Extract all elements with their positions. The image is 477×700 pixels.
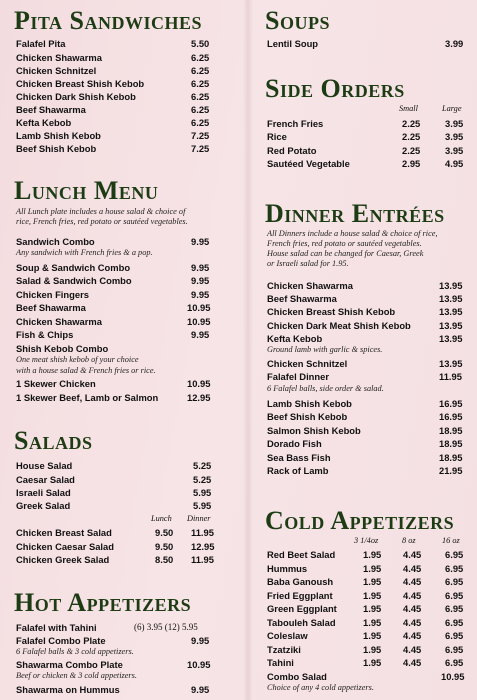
item-name: Israeli Salad (16, 487, 71, 498)
item-price-b: 4.45 (403, 603, 422, 614)
item-name: Sautéed Vegetable (267, 158, 350, 169)
item-name: Greek Salad (16, 500, 71, 511)
item-name: Green Eggplant (267, 603, 337, 614)
item-price: 10.95 (187, 659, 211, 670)
item-price: 9.95 (191, 329, 210, 340)
item-price: 10.95 (187, 316, 211, 327)
item-name: Shish Kebob Combo (16, 343, 109, 354)
item-price-b: 4.45 (403, 563, 422, 574)
item-name: Chicken Greek Salad (16, 554, 110, 565)
item-price-a: 1.95 (363, 617, 382, 628)
hot-heading: Hot Appetizers (14, 588, 192, 617)
item-name: Falafel with Tahini (16, 622, 97, 633)
item-name: Lamb Shish Kebob (267, 398, 352, 409)
item-price-c: 6.95 (445, 644, 464, 655)
item-name: Chicken Shawarma (16, 316, 102, 327)
item-price-large: 3.95 (445, 145, 464, 156)
item-note: Ground lamb with garlic & spices. (267, 345, 383, 354)
item-name: Sandwich Combo (16, 236, 95, 247)
item-price: 6.25 (191, 52, 210, 63)
col-header-large: 16 oz (442, 536, 460, 545)
item-name: Hummus (267, 563, 308, 574)
item-price-c: 6.95 (445, 617, 464, 628)
soups-heading: Soups (265, 6, 330, 35)
item-price-c: 6.95 (445, 563, 464, 574)
item-price-b: 4.45 (403, 657, 422, 668)
col-header-lunch: Lunch (151, 514, 172, 523)
item-name: Chicken Dark Shish Kebob (16, 91, 136, 102)
item-price: 6.25 (191, 78, 210, 89)
dinner-note: or Israeli salad for 1.95. (267, 259, 349, 268)
item-name: Chicken Shawarma (267, 280, 353, 291)
item-price-small: 2.25 (402, 118, 421, 129)
item-name: Beef Shawarma (267, 293, 337, 304)
item-note: 6 Falafel balls & 3 cold appetizers. (16, 647, 134, 656)
item-price-c: 6.95 (445, 549, 464, 560)
item-price: 9.95 (191, 262, 210, 273)
item-price-c: 6.95 (445, 576, 464, 587)
item-name: Falafel Combo Plate (16, 635, 106, 646)
item-price: 11.95 (439, 371, 462, 382)
item-price-small: 2.25 (402, 131, 421, 142)
item-name: Chicken Breast Salad (16, 527, 112, 538)
item-name: Tahini (267, 657, 294, 668)
item-name: Coleslaw (267, 630, 308, 641)
item-price: 6.25 (191, 104, 210, 115)
col-header-small: 3 1/4oz (354, 536, 379, 545)
dinner-note: French fries, red potato or sautéed vegetables. (267, 239, 422, 248)
item-price: 18.95 (439, 452, 463, 463)
item-price: 9.95 (191, 684, 210, 695)
item-name: Shawarma on Hummus (16, 684, 120, 695)
salads-heading: Salads (14, 426, 93, 455)
item-price-lunch: 8.50 (155, 554, 174, 565)
item-name: Lamb Shish Kebob (16, 130, 101, 141)
item-price-a: 1.95 (363, 549, 382, 560)
item-price: 5.25 (193, 460, 212, 471)
item-name: Chicken Breast Shish Kebob (16, 78, 145, 89)
item-price: 7.25 (191, 130, 210, 141)
item-name: Salad & Sandwich Combo (16, 275, 132, 286)
item-price: 5.95 (193, 487, 212, 498)
item-name: Kefta Kebob (267, 333, 323, 344)
item-name: Beef Shish Kebob (16, 143, 97, 154)
item-name: Chicken Caesar Salad (16, 541, 114, 552)
item-price: 6.25 (191, 91, 210, 102)
item-price-b: 4.45 (403, 576, 422, 587)
item-note: One meat shish kebob of your choice (16, 355, 139, 364)
item-name: Salmon Shish Kebob (267, 425, 361, 436)
item-name: Fried Eggplant (267, 590, 333, 601)
item-price-b: 4.45 (403, 549, 422, 560)
item-name: Chicken Shawarma (16, 52, 102, 63)
item-price: 13.95 (439, 320, 463, 331)
page-fold (243, 0, 253, 700)
item-price: 13.95 (439, 333, 463, 344)
item-name: French Fries (267, 118, 324, 129)
item-name: Falafel Dinner (267, 371, 329, 382)
item-price: 9.95 (191, 635, 210, 646)
item-name: Soup & Sandwich Combo (16, 262, 131, 273)
item-note: Choice of any 4 cold appetizers. (267, 683, 374, 692)
item-name: Combo Salad (267, 671, 327, 682)
item-name: Falafel Pita (16, 38, 66, 49)
item-price-dinner: 11.95 (191, 527, 214, 538)
item-name: Baba Ganoush (267, 576, 334, 587)
item-price: 13.95 (439, 280, 463, 291)
sides-heading: Side Orders (265, 74, 405, 103)
item-price: 10.95 (187, 302, 211, 313)
dinner-note: All Dinners include a house salad & choice of rice, (267, 229, 438, 238)
cold-heading: Cold Appetizers (265, 506, 455, 535)
dinner-note: House salad can be changed for Caesar, Greek (267, 249, 424, 258)
item-price: 21.95 (439, 465, 463, 476)
item-price-c: 6.95 (445, 630, 464, 641)
item-price: 16.95 (439, 411, 463, 422)
item-price-large: 3.95 (445, 118, 464, 129)
col-header-dinner: Dinner (187, 514, 211, 523)
item-price-c: 6.95 (445, 603, 464, 614)
item-price: 9.95 (191, 236, 210, 247)
item-price: 13.95 (439, 358, 463, 369)
item-name: Red Beet Salad (267, 549, 336, 560)
item-name: House Salad (16, 460, 73, 471)
item-name: Rack of Lamb (267, 465, 329, 476)
item-name: Tzatziki (267, 644, 301, 655)
item-name: Rice (267, 131, 287, 142)
col-header-medium: 8 oz (402, 536, 416, 545)
item-price: (6) 3.95 (12) 5.95 (134, 622, 198, 632)
item-price: 7.25 (191, 143, 210, 154)
item-price-b: 4.45 (403, 644, 422, 655)
item-price: 5.95 (193, 500, 212, 511)
item-price-b: 4.45 (403, 630, 422, 641)
item-price-small: 2.25 (402, 145, 421, 156)
item-price-lunch: 9.50 (155, 527, 174, 538)
item-price: 13.95 (439, 306, 463, 317)
item-price-lunch: 9.50 (155, 541, 174, 552)
lunch-note: rice, French fries, red potato or sautéed vegetables. (16, 217, 188, 226)
item-price-a: 1.95 (363, 590, 382, 601)
item-price-a: 1.95 (363, 576, 382, 587)
item-price: 13.95 (439, 293, 463, 304)
item-price-a: 1.95 (363, 644, 382, 655)
item-name: Chicken Dark Meat Shish Kebob (267, 320, 411, 331)
item-name: Beef Shawarma (16, 302, 86, 313)
item-name: Chicken Breast Shish Kebob (267, 306, 396, 317)
item-price-a: 1.95 (363, 630, 382, 641)
item-price-large: 4.95 (445, 158, 464, 169)
col-header-large: Large (442, 104, 462, 113)
item-name: Kefta Kebob (16, 117, 72, 128)
item-price: 16.95 (439, 398, 463, 409)
item-name: Sea Bass Fish (267, 452, 331, 463)
item-price-small: 2.95 (402, 158, 421, 169)
item-name: Caesar Salad (16, 474, 75, 485)
item-price-a: 1.95 (363, 657, 382, 668)
item-price: 18.95 (439, 425, 463, 436)
item-note: Beef or chicken & 3 cold appetizers. (16, 671, 137, 680)
item-price-b: 4.45 (403, 617, 422, 628)
item-price: 6.25 (191, 65, 210, 76)
item-name: 1 Skewer Beef, Lamb or Salmon (16, 392, 159, 403)
lunch-heading: Lunch Menu (14, 176, 159, 205)
item-price: 12.95 (187, 392, 211, 403)
item-name: Lentil Soup (267, 38, 319, 49)
item-price-a: 1.95 (363, 563, 382, 574)
item-price-dinner: 12.95 (191, 541, 215, 552)
item-name: Beef Shawarma (16, 104, 86, 115)
item-price-dinner: 11.95 (191, 554, 214, 565)
item-price: 3.99 (445, 38, 464, 49)
item-price-large: 3.95 (445, 131, 464, 142)
item-price-c: 6.95 (445, 590, 464, 601)
item-price: 10.95 (187, 378, 211, 389)
item-name: Fish & Chips (16, 329, 74, 340)
item-price: 9.95 (191, 275, 210, 286)
col-header-small: Small (399, 104, 418, 113)
item-price: 10.95 (441, 671, 465, 682)
item-price-c: 6.95 (445, 657, 464, 668)
item-price-a: 1.95 (363, 603, 382, 614)
item-name: Chicken Schnitzel (16, 65, 97, 76)
item-name: Shawarma Combo Plate (16, 659, 123, 670)
item-note: Any sandwich with French fries & a pop. (16, 248, 153, 257)
item-name: Beef Shish Kebob (267, 411, 348, 422)
dinner-heading: Dinner Entrées (265, 199, 445, 228)
item-name: Tabouleh Salad (267, 617, 336, 628)
item-name: Chicken Schnitzel (267, 358, 348, 369)
item-name: Red Potato (267, 145, 317, 156)
item-price-b: 4.45 (403, 590, 422, 601)
pita-heading: Pita Sandwiches (14, 6, 203, 35)
item-note: with a house salad & French fries or rice. (16, 366, 156, 375)
lunch-note: All Lunch plate includes a house salad & choice of (16, 207, 186, 216)
item-price: 6.25 (191, 117, 210, 128)
item-name: 1 Skewer Chicken (16, 378, 96, 389)
item-price: 9.95 (191, 289, 210, 300)
item-name: Dorado Fish (267, 438, 322, 449)
item-price: 5.25 (193, 474, 212, 485)
item-price: 5.50 (191, 38, 210, 49)
item-note: 6 Falafel balls, side order & salad. (267, 384, 384, 393)
item-name: Chicken Fingers (16, 289, 89, 300)
item-price: 18.95 (439, 438, 463, 449)
